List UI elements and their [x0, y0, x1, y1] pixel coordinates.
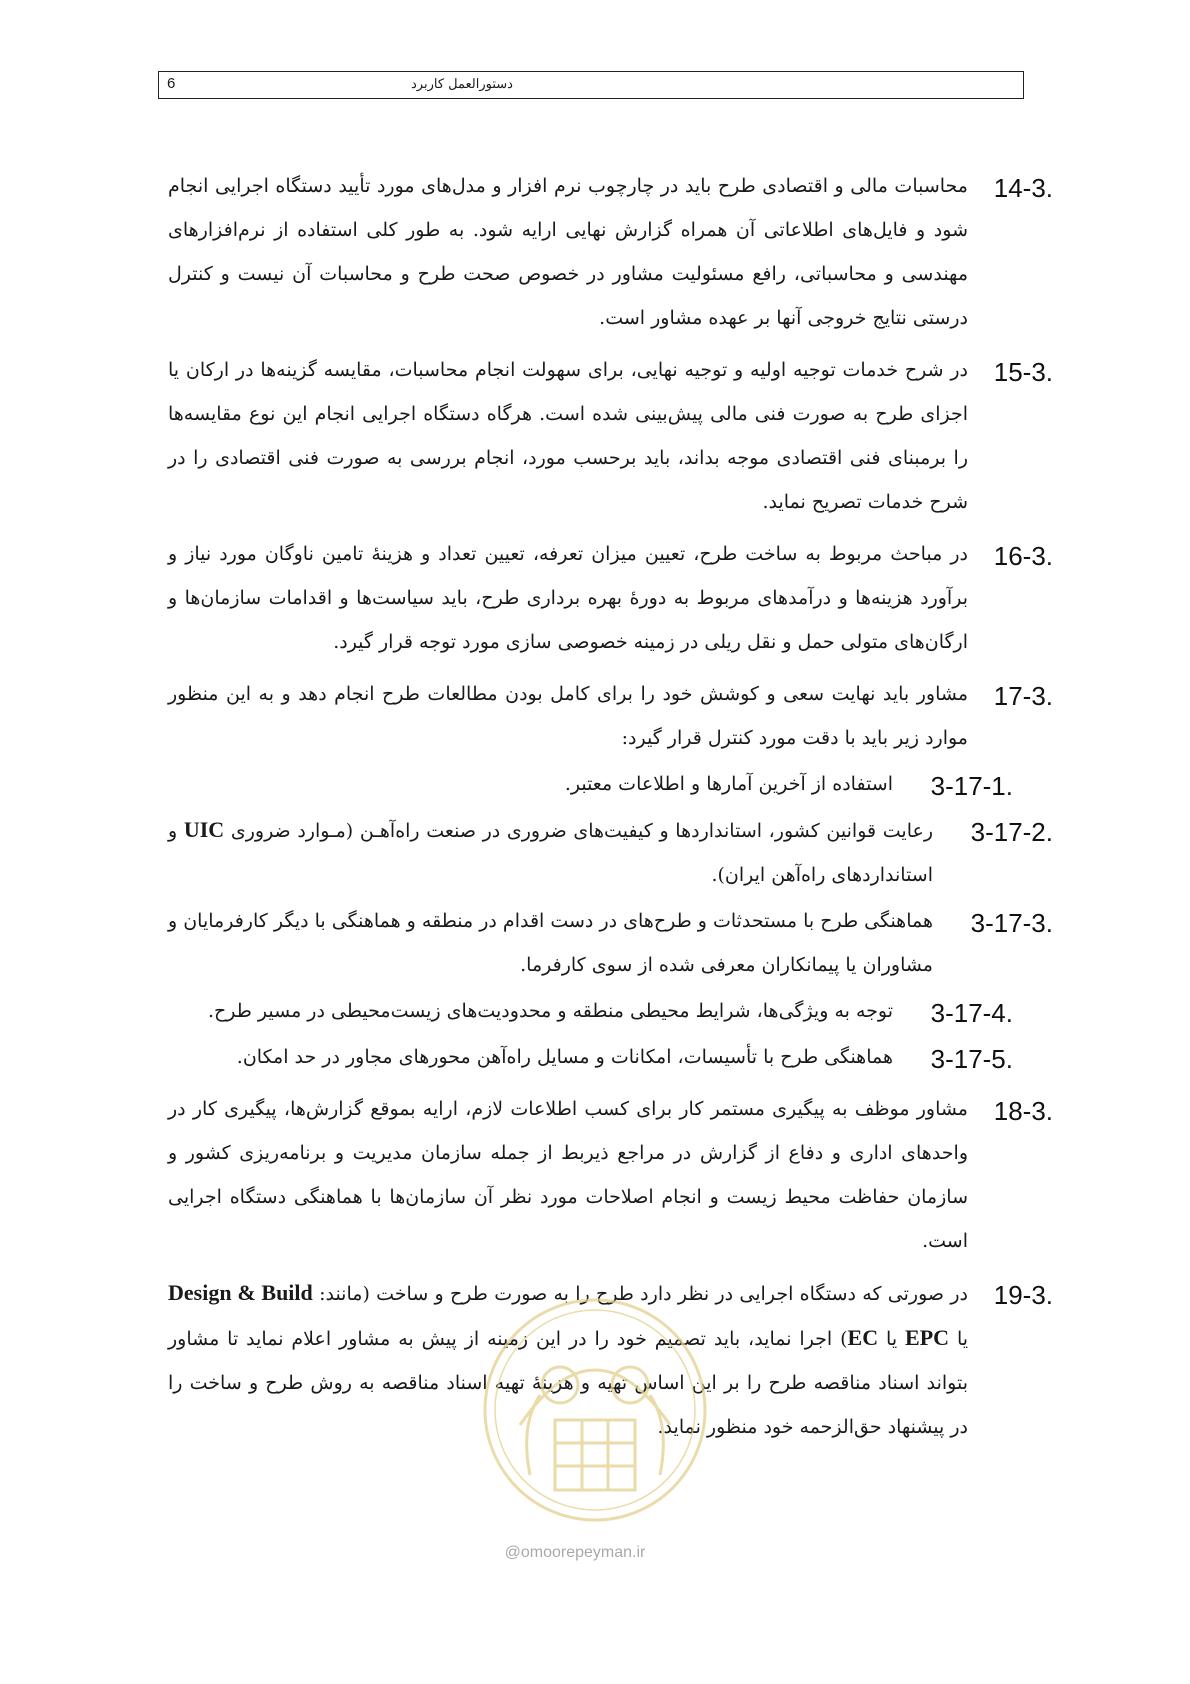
uic-label: UIC	[183, 817, 225, 842]
header-title: دستورالعمل کاربرد	[411, 77, 513, 92]
clause-text-b: یا	[956, 1328, 969, 1350]
clause-text-a: در صورتی که دستگاه اجرایی در نظر دارد طرح را به صورت طرح و ساخت (مانند:	[319, 1283, 968, 1305]
clause-16-3	[168, 532, 1053, 664]
clause-text-d: ) اجرا نماید، باید تصمیم خود را در این زمینه از پیش به مشاور اعلام نماید تا مشاور بتواند اسناد مناقصه طرح را بر این اساس تهیه و هزینهٔ تهیه اسناد مناقصه به روش طرح و ساخت را در پیشنهاد حق‌الزحمه خود منظور نماید.	[168, 1328, 968, 1438]
page-header	[158, 71, 1024, 99]
clause-text: محاسبات مالی و اقتصادی طرح باید در چارچوب نرم افزار و مدل‌های مورد تأیید دستگاه اجرایی انجام شود و فایل‌های اطلاعاتی آن همراه گزارش نهایی ارایه شود. به طور کلی استفاده از نرم‌افزارهای مهندسی و محاسباتی، رافع مسئولیت مشاور در خصوص صحت طرح و محاسبات آن نیست و کنترل درستی نتایج خروجی آنها بر عهده مشاور است.	[168, 175, 968, 329]
subclause-3-17-1	[168, 762, 1053, 806]
clause-text-wrapper	[168, 808, 1053, 897]
clause-text: در مباحث مربوط به ساخت طرح، تعیین میزان تعرفه، تعیین تعداد و هزینهٔ تامین ناوگان مورد نیاز و برآورد هزینه‌ها و درآمدهای مربوط به دورهٔ بهره برداری طرح، باید سیاست‌ها و اقدامات سازمان‌ها و ارگان‌های متولی حمل و نقل ریلی در زمینه خصوصی سازی مورد توجه قرار گیرد.	[168, 543, 968, 653]
page-number: 6	[167, 75, 176, 92]
clause-text: استفاده از آخرین آمارها و اطلاعات معتبر.	[564, 773, 893, 795]
ec-label: EC	[847, 1325, 879, 1350]
clause-number: 3-17-5.	[930, 1044, 1013, 1074]
clause-number: 16-3.	[993, 541, 1053, 571]
clause-18-3	[168, 1087, 1053, 1263]
clause-number: 3-17-4.	[930, 998, 1013, 1028]
clause-text: مشاور باید نهایت سعی و کوشش خود را برای کامل بودن مطالعات طرح انجام دهد و به این منظور موارد زیر باید با دقت مورد کنترل قرار گیرد:	[168, 683, 968, 749]
clause-number: 17-3.	[993, 681, 1053, 711]
subclause-3-17-4	[168, 989, 1053, 1033]
epc-label: EPC	[905, 1325, 950, 1350]
clause-text: مشاور موظف به پیگیری مستمر کار برای کسب اطلاعات لازم، ارایه بموقع گزارش‌ها، پیگیری کار در واحدهای اداری و دفاع از گزارش در مراجع ذیربط از جمله سازمان مدیریت و برنامه‌ریزی کشور و سازمان حفاظت محیط زیست و انجام اصلاحات مورد نظر آن سازمان‌ها با هماهنگی دستگاه اجرایی است.	[168, 1098, 968, 1252]
clause-15-3	[168, 348, 1053, 524]
clause-text: هماهنگی طرح با مستحدثات و طرح‌های در دست اقدام در منطقه و هماهنگی با دیگر کارفرمایان و مشاوران یا پیمانکاران معرفی شده از سوی کارفرما.	[168, 910, 933, 976]
clause-14-3	[168, 164, 1053, 340]
clause-number: 3-17-3.	[970, 908, 1053, 938]
clause-number: 15-3.	[993, 357, 1053, 387]
subclause-3-17-3	[168, 899, 1053, 987]
clause-text-tail: و استانداردهای راه‌آهن ایران).	[168, 820, 933, 886]
watermark-url: @omoorepeyman.ir	[504, 1544, 646, 1561]
clause-number: 14-3.	[993, 173, 1053, 203]
subclause-3-17-5	[168, 1035, 1053, 1079]
subclause-3-17-2	[168, 808, 1053, 897]
clause-text: در شرح خدمات توجیه اولیه و توجیه نهایی، برای سهولت انجام محاسبات، مقایسه گزینه‌ها در ارکان یا اجزای طرح به صورت فنی مالی پیش‌بینی شده است. هرگاه دستگاه اجرایی انجام این نوع مقایسه‌ها را برمبنای فنی اقتصادی موجه بداند، باید برحسب مورد، انجام بررسی به صورت فنی اقتصادی را در شرح خدمات تصریح نماید.	[168, 359, 968, 513]
design-build-label: Design & Build	[168, 1280, 313, 1305]
clause-text-c: یا	[886, 1328, 898, 1350]
clause-text: رعایت قوانین کشور، استانداردها و کیفیت‌های ضروری در صنعت راه‌آهـن (مـوارد ضروری	[230, 820, 933, 842]
clause-17-3	[168, 672, 1053, 760]
clause-text: توجه به ویژگی‌ها، شرایط محیطی منطقه و محدودیت‌های زیست‌محیطی در مسیر طرح.	[207, 1000, 893, 1022]
clause-text: هماهنگی طرح با تأسیسات، امکانات و مسایل راه‌آهن محورهای مجاور در حد امکان.	[236, 1046, 893, 1068]
clause-number: 18-3.	[993, 1096, 1053, 1126]
watermark-logo	[460, 1275, 730, 1545]
clause-number: 3-17-1.	[930, 771, 1013, 801]
clause-number: 19-3.	[993, 1280, 1053, 1310]
clause-number: 3-17-2.	[970, 817, 1053, 847]
document-body	[168, 164, 1053, 1449]
